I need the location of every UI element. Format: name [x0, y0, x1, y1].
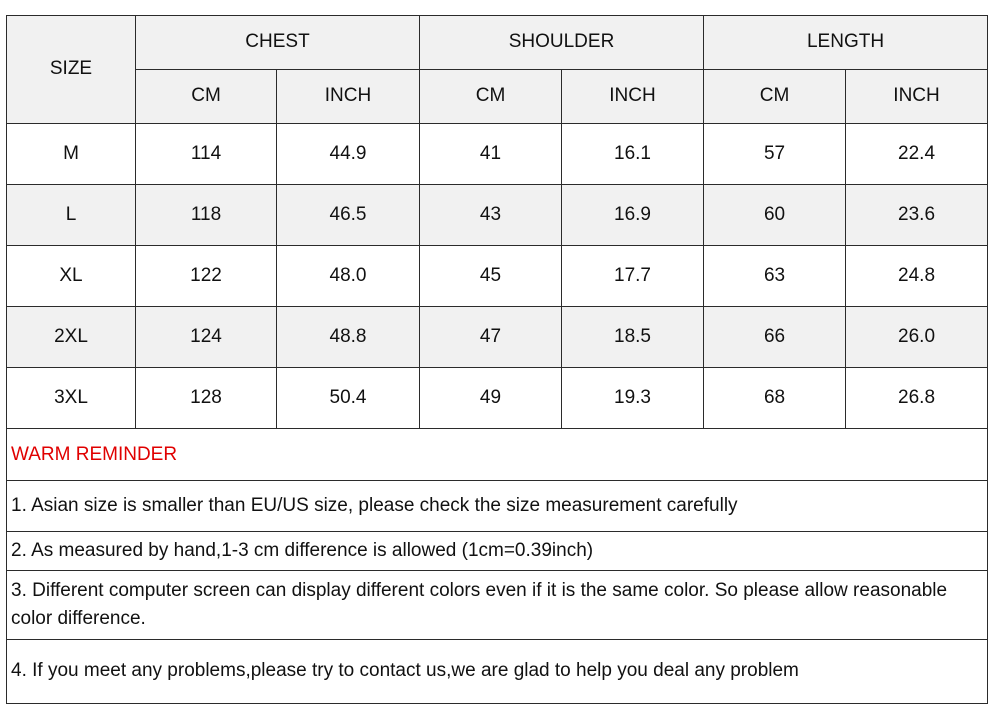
- chest-cm-cell: 118: [136, 184, 277, 245]
- chest-header: CHEST: [136, 16, 420, 70]
- table-row: [7, 246, 988, 307]
- size-cell: M: [7, 123, 136, 184]
- chest-cm-cell: 128: [136, 368, 277, 429]
- chest-inch-cell: 48.0: [277, 246, 420, 307]
- size-header: SIZE: [7, 16, 136, 124]
- size-cell: 3XL: [7, 368, 136, 429]
- chest-inch-cell: 44.9: [277, 123, 420, 184]
- table-row: [7, 123, 988, 184]
- length-header: LENGTH: [704, 16, 988, 70]
- unit-header-length-cm: CM: [704, 69, 846, 123]
- size-cell: L: [7, 184, 136, 245]
- table-row: [7, 368, 988, 429]
- length-cm-cell: 66: [704, 307, 846, 368]
- header-row-groups: [7, 16, 988, 70]
- length-inch-cell: 24.8: [846, 246, 988, 307]
- chest-cm-cell: 124: [136, 307, 277, 368]
- shoulder-cm-cell: 49: [420, 368, 562, 429]
- unit-header-shoulder-inch: INCH: [562, 69, 704, 123]
- size-cell: 2XL: [7, 307, 136, 368]
- table-row: [7, 184, 988, 245]
- length-cm-cell: 68: [704, 368, 846, 429]
- shoulder-cm-cell: 41: [420, 123, 562, 184]
- chest-inch-cell: 50.4: [277, 368, 420, 429]
- reminder-note: 2. As measured by hand,1-3 cm difference is allowed (1cm=0.39inch): [7, 531, 988, 570]
- shoulder-inch-cell: 19.3: [562, 368, 704, 429]
- shoulder-inch-cell: 17.7: [562, 246, 704, 307]
- length-cm-cell: 60: [704, 184, 846, 245]
- shoulder-inch-cell: 16.9: [562, 184, 704, 245]
- chest-cm-cell: 114: [136, 123, 277, 184]
- size-chart-table: [6, 15, 988, 704]
- length-inch-cell: 22.4: [846, 123, 988, 184]
- reminder-note-row: [7, 531, 988, 570]
- length-inch-cell: 26.8: [846, 368, 988, 429]
- length-cm-cell: 57: [704, 123, 846, 184]
- unit-header-chest-inch: INCH: [277, 69, 420, 123]
- shoulder-cm-cell: 43: [420, 184, 562, 245]
- shoulder-inch-cell: 16.1: [562, 123, 704, 184]
- length-cm-cell: 63: [704, 246, 846, 307]
- shoulder-inch-cell: 18.5: [562, 307, 704, 368]
- reminder-note-row: [7, 481, 988, 532]
- chest-inch-cell: 46.5: [277, 184, 420, 245]
- unit-header-shoulder-cm: CM: [420, 69, 562, 123]
- reminder-note-row: [7, 639, 988, 703]
- reminder-note-row: [7, 570, 988, 639]
- length-inch-cell: 26.0: [846, 307, 988, 368]
- shoulder-cm-cell: 45: [420, 246, 562, 307]
- reminder-title-row: [7, 429, 988, 481]
- reminder-note: 4. If you meet any problems,please try to contact us,we are glad to help you deal any problem: [7, 639, 988, 703]
- shoulder-cm-cell: 47: [420, 307, 562, 368]
- size-cell: XL: [7, 246, 136, 307]
- header-row-units: [7, 69, 988, 123]
- shoulder-header: SHOULDER: [420, 16, 704, 70]
- length-inch-cell: 23.6: [846, 184, 988, 245]
- chest-inch-cell: 48.8: [277, 307, 420, 368]
- reminder-note: 1. Asian size is smaller than EU/US size, please check the size measurement carefully: [7, 481, 988, 532]
- unit-header-chest-cm: CM: [136, 69, 277, 123]
- unit-header-length-inch: INCH: [846, 69, 988, 123]
- warm-reminder-title: WARM REMINDER: [7, 429, 988, 481]
- chest-cm-cell: 122: [136, 246, 277, 307]
- table-row: [7, 307, 988, 368]
- reminder-note: 3. Different computer screen can display different colors even if it is the same color. So please allow reasonable color difference.: [7, 570, 988, 639]
